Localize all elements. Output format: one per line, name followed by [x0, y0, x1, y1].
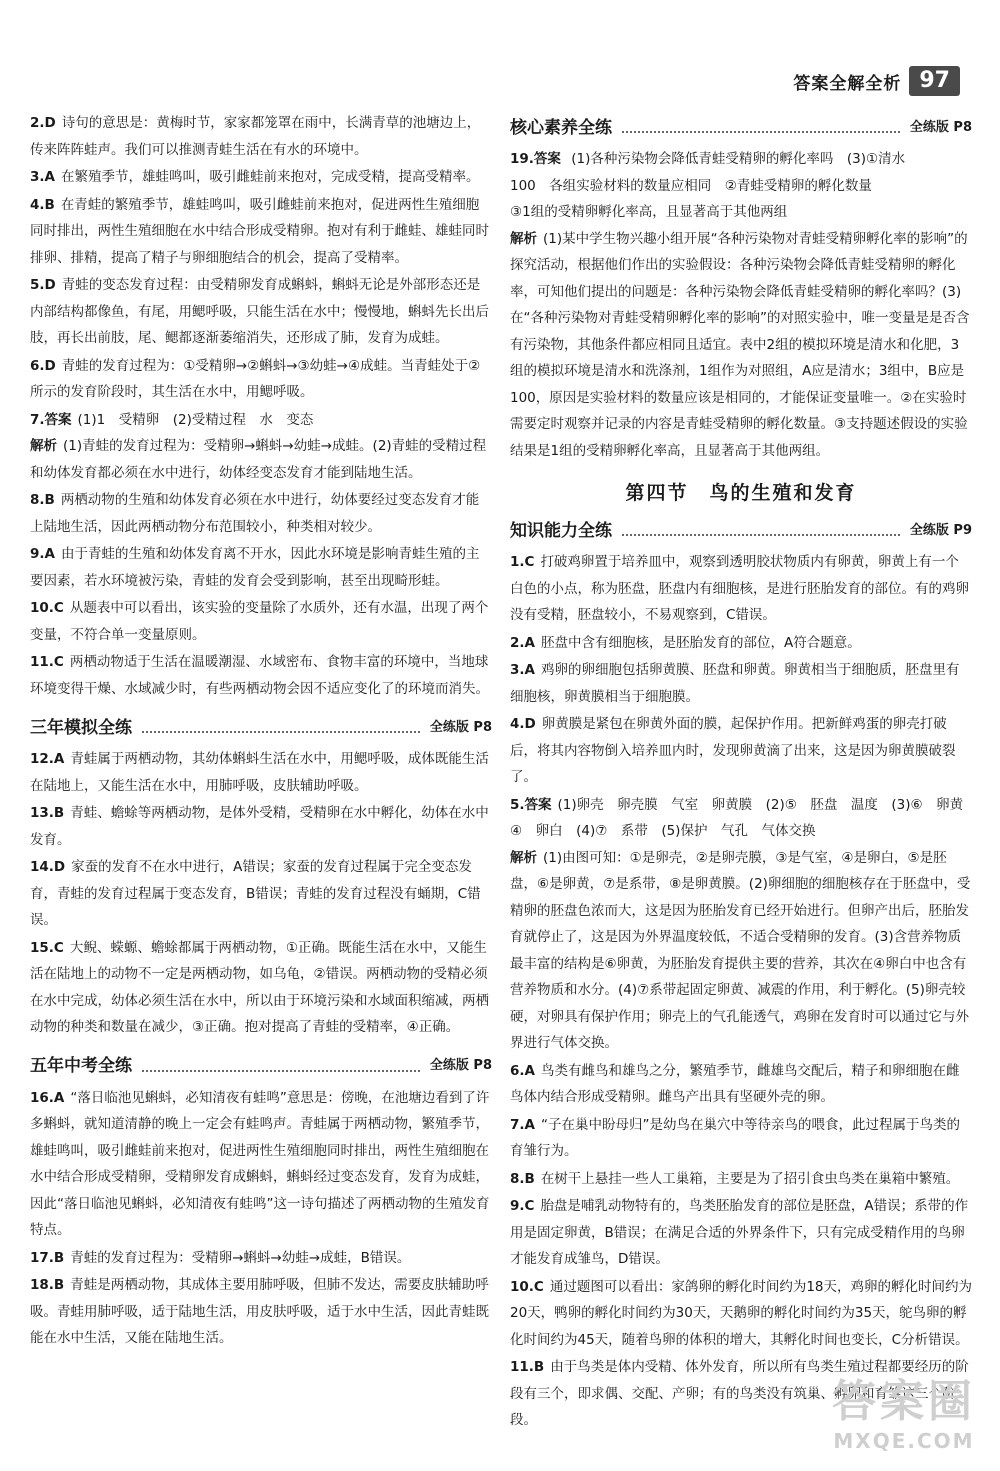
answer-number: 4.B: [30, 196, 55, 213]
analysis-text: (1)由图可知：①是卵壳，②是卵壳膜，③是气室，④是卵白，⑤是胚盘，⑥是卵黄，⑦是系带，⑧是卵黄膜。(2)卵细胞的细胞核存在于胚盘中，受精卵的胚盘色浓而大，这是因为胚胎发育已经开始进行。但卵产出后，胚胎发育就停止了，这是因为外界温度较低，不适合受精卵的发育。(3)含营养物质最丰富的结构是⑥卵黄，为胚胎发育提供主要的营养，其次在④卵白中也含有营养物质和水分。(4)⑦系带起固定卵黄、减震的作用，利于孵化。(5)卵壳较硬，对卵具有保护作用；卵壳上的气孔能透气，鸡卵在发育时可以通过它与外界进行气体交换。: [510, 849, 971, 1051]
answer-text: 家蚕的发育不在水中进行，A错误；家蚕的发育过程属于完全变态发育，青蛙的发育过程属于变态发育，B错误；青蛙的发育过程没有蛹期，C错误。: [30, 859, 481, 928]
watermark-text: 答案圈: [832, 1376, 976, 1427]
answer-text: 两栖动物适于生活在温暖潮湿、水域密布、食物丰富的环境中，当地球环境变得干燥、水域减少时，有些两栖动物会因不适应变化了的环境而消失。: [30, 654, 489, 697]
answer-text: 青蛙的发育过程为：①受精卵→②蝌蚪→③幼蛙→④成蛙。当青蛙处于②所示的发育阶段时，其生活在水中，用鳃呼吸。: [30, 357, 481, 400]
left-answers-c: [30, 1085, 492, 1352]
answer-item: [510, 711, 972, 791]
answer-item: [30, 649, 492, 702]
answer-item: [30, 541, 492, 594]
section-divider: [142, 717, 420, 733]
left-answers-a: [30, 110, 492, 702]
answer-text: 胚盘中含有细胞核，是胚胎发育的部位，A符合题意。: [540, 634, 861, 651]
answer-text: 通过题图可以看出：家鸽卵的孵化时间约为18天，鸡卵的孵化时间约为20天，鸭卵的孵化时间约为30天，天鹅卵的孵化时间约为35天，鸵鸟卵的孵化时间约为45天，随着鸟卵的体积的增大，其孵化时间也变长，C分析错误。: [510, 1278, 973, 1348]
answer-text: 打破鸡卵置于培养皿中，观察到透明胶状物质内有卵黄，卵黄上有一个白色的小点，称为胚盘，胚盘内有细胞核，是进行胚胎发育的部位。有的鸡卵没有受精，胚盘较小，不易观察到，C错误。: [510, 554, 969, 623]
analysis: [30, 433, 492, 486]
answer-number: 5.答案: [510, 796, 552, 813]
answer-item-19: [510, 146, 972, 464]
analysis-label: 解析: [510, 230, 537, 247]
analysis-label: 解析: [510, 849, 537, 866]
chapter-title: 第四节 鸟的生殖和发育: [625, 482, 857, 504]
answer-number: 8.B: [510, 1170, 535, 1187]
answer-number: 10.C: [30, 600, 64, 616]
answer-number: 9.C: [510, 1198, 535, 1214]
answer-item: [30, 595, 492, 648]
answer-item: [30, 164, 492, 191]
section-tag: 全练版 P8: [429, 1058, 492, 1073]
answer-line: 100 各组实验材料的数量应相同 ②青蛙受精卵的孵化数量: [510, 177, 872, 194]
answer-item: [30, 192, 492, 272]
answer-number: 15.C: [30, 939, 64, 956]
header-title: 答案全解全析: [793, 73, 902, 94]
section-title: 核心素养全练: [510, 117, 612, 138]
answer-text: (1)1 受精卵 (2)受精过程 水 变态: [77, 411, 314, 428]
answer-number: 2.A: [510, 634, 535, 651]
answer-item: [510, 549, 972, 629]
answer-item: [30, 407, 492, 487]
answer-number: 18.B: [30, 1277, 65, 1293]
answer-number: 8.B: [30, 492, 55, 508]
analysis: [510, 845, 972, 1057]
answer-number: 19.答案: [510, 151, 561, 167]
answer-text: 卵黄膜是紧包在卵黄外面的膜，起保护作用。把新鲜鸡蛋的卵壳打破后，将其内容物倒入培养皿内时，发现卵黄滴了出来，这是因为卵黄膜破裂了。: [510, 716, 956, 785]
watermark-logo: [832, 1365, 976, 1453]
answer-item: [30, 935, 492, 1041]
section-tag: 全练版 P8: [429, 719, 492, 735]
section-divider: [622, 520, 900, 536]
answer-item: [30, 272, 492, 352]
answer-item: [30, 110, 492, 163]
answer-text: (1)卵壳 卵壳膜 气室 卵黄膜 (2)⑤ 胚盘 温度 (3)⑥ 卵黄 ④ 卵白 (4)⑦ 系带 (5)保护 气孔 气体交换: [510, 796, 977, 839]
answer-item: [510, 1193, 972, 1273]
answer-item: [510, 1166, 972, 1193]
answer-number: 2.D: [30, 115, 56, 131]
answer-text: 青蛙、蟾蜍等两栖动物，是体外受精，受精卵在水中孵化，幼体在水中发育。: [30, 805, 489, 848]
answer-text: 鸟类有雌鸟和雄鸟之分，繁殖季节，雌雄鸟交配后，精子和卵细胞在雌鸟体内结合形成受精卵。雌鸟产出具有坚硬外壳的卵。: [510, 1062, 960, 1105]
answer-number: 13.B: [30, 805, 65, 821]
answer-text: “子在巢中盼母归”是幼鸟在巢穴中等待亲鸟的喂食，此过程属于鸟类的育雏行为。: [510, 1116, 960, 1159]
analysis-text: (1)青蛙的发育过程为：受精卵→蝌蚪→幼蛙→成蛙。(2)青蛙的受精过程和幼体发育都必须在水中进行，幼体经变态发育才能到陆地生活。: [30, 438, 487, 481]
answer-number: 6.D: [30, 357, 56, 374]
answer-line: ③1组的受精卵孵化率高，且显著高于其他两组: [510, 204, 788, 220]
answer-item: [510, 1058, 972, 1111]
page-number: 97: [909, 66, 960, 96]
answer-number: 6.A: [510, 1062, 535, 1079]
answer-item: [510, 630, 972, 657]
answer-text: 青蛙是两栖动物，其成体主要用肺呼吸，但肺不发达，需要皮肤辅助呼吸。青蛙用肺呼吸，适于陆地生活，用皮肤呼吸，适于水中生活，因此青蛙既能在水中生活，又能在陆地生活。: [30, 1277, 489, 1346]
answer-text: 胎盘是哺乳动物特有的，鸟类胚胎发育的部位是胚盘，A错误；系带的作用是固定卵黄，B错误；在满足合适的外界条件下，只有完成受精作用的鸟卵才能发育成雏鸟，D错误。: [510, 1198, 969, 1267]
answer-number: 10.C: [510, 1278, 544, 1295]
section-knowledge: [510, 513, 972, 543]
answer-number: 11.C: [30, 654, 64, 670]
analysis-text: (1)某中学生物兴趣小组开展“各种污染物对青蛙受精卵孵化率的影响”的探究活动，根据他们作出的实验假设：各种污染物会降低青蛙受精卵的孵化率，可知他们提出的问题是：各种污染物会降低青蛙受精卵的孵化率吗？(3)在“各种污染物对青蛙受精卵孵化率的影响”的对照实验中，唯一变量是是否含有污染物，其他条件都应相同且适宜。表中2组的模拟环境是清水和化肥，3组的模拟环境是清水和洗涤剂，1组作为对照组，A应是清水；3组中，B应是100，原因是实验材料的数量应该是相同的，才能保证变量唯一。②在实验时需要定时观察并记录的内容是青蛙受精卵的孵化数量。③支持题述假设的实验结果是1组的受精卵孵化率高，且显著高于其他两组。: [510, 230, 970, 459]
answer-item: [30, 800, 492, 853]
answer-number: 7.答案: [30, 411, 72, 428]
section-title: 五年中考全练: [30, 1056, 132, 1076]
answer-text: “落日临池见蝌蚪，必知清夜有蛙鸣”意思是：傍晚，在池塘边看到了许多蝌蚪，就知道清静的晚上一定会有蛙鸣声。青蛙属于两栖动物，繁殖季节，雄蛙鸣叫，吸引雌蛙前来抱对，促进两性生殖细胞同时排出，两性生殖细胞在水中结合形成受精卵，受精卵发育成蝌蚪，蝌蚪经过变态发育，发育为成蛙，因此“落日临池见蝌蚪，必知清夜有蛙鸣”这一诗句描述了两栖动物的生殖发育特点。: [30, 1089, 490, 1238]
answer-number: 14.D: [30, 859, 66, 875]
answer-number: 3.A: [30, 169, 55, 185]
answer-item: [30, 1245, 492, 1272]
answer-number: 3.A: [510, 662, 535, 678]
answer-text: 在繁殖季节，雄蛙鸣叫，吸引雌蛙前来抱对，完成受精，提高受精率。: [60, 169, 480, 185]
right-answers-b: [510, 549, 977, 1434]
answer-text: 从题表中可以看出，该实验的变量除了水质外，还有水温，出现了两个变量，不符合单一变量原则。: [30, 600, 489, 643]
section-title: 三年模拟全练: [30, 717, 132, 738]
section-title: 知识能力全练: [510, 520, 612, 541]
section-five-year: [30, 1049, 492, 1079]
answer-line: (1)各种污染物会降低青蛙受精卵的孵化率吗 (3)①清水: [571, 151, 906, 167]
answer-text: 青蛙属于两栖动物，其幼体蝌蚪生活在水中，用鳃呼吸，成体既能生活在陆地上，又能生活在水中，用肺呼吸，皮肤辅助呼吸。: [30, 751, 489, 794]
answer-item: [30, 1272, 492, 1352]
answer-text: 两栖动物的生殖和幼体发育必须在水中进行，幼体要经过变态发育才能上陆地生活，因此两栖动物分布范围较小，种类相对较少。: [30, 492, 480, 535]
answer-number: 5.D: [30, 277, 56, 293]
answer-text: 大鲵、蝾螈、蟾蜍都属于两栖动物，①正确。既能生活在水中，又能生活在陆地上的动物不一定是两栖动物，如乌龟，②错误。两栖动物的受精必须在水中完成，幼体必须生活在水中，所以由于环境污染和水域面积缩减，两栖动物的种类和数量在减少，③正确。抱对提高了青蛙的受精率，④正确。: [30, 939, 489, 1035]
section-divider: [142, 1056, 420, 1072]
answer-item: [510, 1112, 972, 1165]
answer-item: [30, 487, 492, 540]
answer-item: [510, 657, 972, 710]
answer-item: [510, 1274, 972, 1354]
answer-text: 青蛙的变态发育过程：由受精卵发育成蝌蚪，蝌蚪无论是外部形态还是内部结构都像鱼，有尾，用鳃呼吸，只能生活在水中；慢慢地，蝌蚪先长出后肢，再长出前肢，尾、鳃都逐渐萎缩消失，还形成了肺，发育为成蛙。: [30, 277, 489, 346]
answer-number: 9.A: [30, 546, 55, 562]
answer-number: 1.C: [510, 554, 535, 570]
answer-item: [30, 854, 492, 934]
answer-number: 16.A: [30, 1089, 65, 1106]
answer-item: [30, 1085, 492, 1244]
watermark-url: MXQE.COM: [833, 1429, 975, 1453]
section-tag: 全练版 P8: [909, 119, 972, 135]
answer-item: [30, 353, 492, 406]
answer-item: [510, 792, 977, 1057]
section-three-year: [30, 710, 492, 740]
right-column: [510, 110, 977, 1435]
answer-text: 诗句的意思是：黄梅时节，家家都笼罩在雨中，长满青草的池塘边上，传来阵阵蛙声。我们可以推测青蛙生活在有水的环境中。: [30, 115, 481, 158]
answer-text: 由于鸟类是体内受精、体外发育，所以所有鸟类生殖过程都要经历的阶段有三个，即求偶、交配、产卵；有的鸟类没有筑巢、孵卵和育雏这三个阶段。: [510, 1359, 969, 1428]
answer-text: 鸡卵的卵细胞包括卵黄膜、胚盘和卵黄。卵黄相当于细胞质，胚盘里有细胞核，卵黄膜相当于细胞膜。: [510, 662, 960, 705]
section-core: [510, 110, 972, 140]
answer-number: 12.A: [30, 751, 65, 767]
answer-number: 4.D: [510, 716, 536, 732]
analysis: [510, 226, 972, 465]
left-answers-b: [30, 746, 492, 1041]
answer-item: [30, 746, 492, 799]
section-tag: 全练版 P9: [909, 522, 972, 538]
answer-text: 青蛙的发育过程为：受精卵→蝌蚪→幼蛙→成蛙，B错误。: [70, 1249, 411, 1266]
page-header: [793, 66, 960, 96]
analysis-label: 解析: [30, 438, 57, 454]
answer-text: 由于青蛙的生殖和幼体发育离不开水，因此水环境是影响青蛙生殖的主要因素，若水环境被污染，青蛙的发育会受到影响，甚至出现畸形蛙。: [30, 546, 480, 589]
answer-text: 在青蛙的繁殖季节，雄蛙鸣叫，吸引雌蛙前来抱对，促进两性生殖细胞同时排出，两性生殖细胞在水中结合形成受精卵。抱对有利于雌蛙、雄蛙同时排卵、排精，提高了精子与卵细胞结合的机会，提高了受精率。: [30, 196, 489, 266]
left-column: [30, 110, 492, 1353]
answer-number: 11.B: [510, 1359, 545, 1375]
answer-text: 在树干上悬挂一些人工巢箱，主要是为了招引食虫鸟类在巢箱中繁殖。: [540, 1170, 960, 1187]
answer-number: 17.B: [30, 1249, 65, 1266]
section-divider: [622, 117, 900, 133]
answer-number: 7.A: [510, 1116, 535, 1133]
